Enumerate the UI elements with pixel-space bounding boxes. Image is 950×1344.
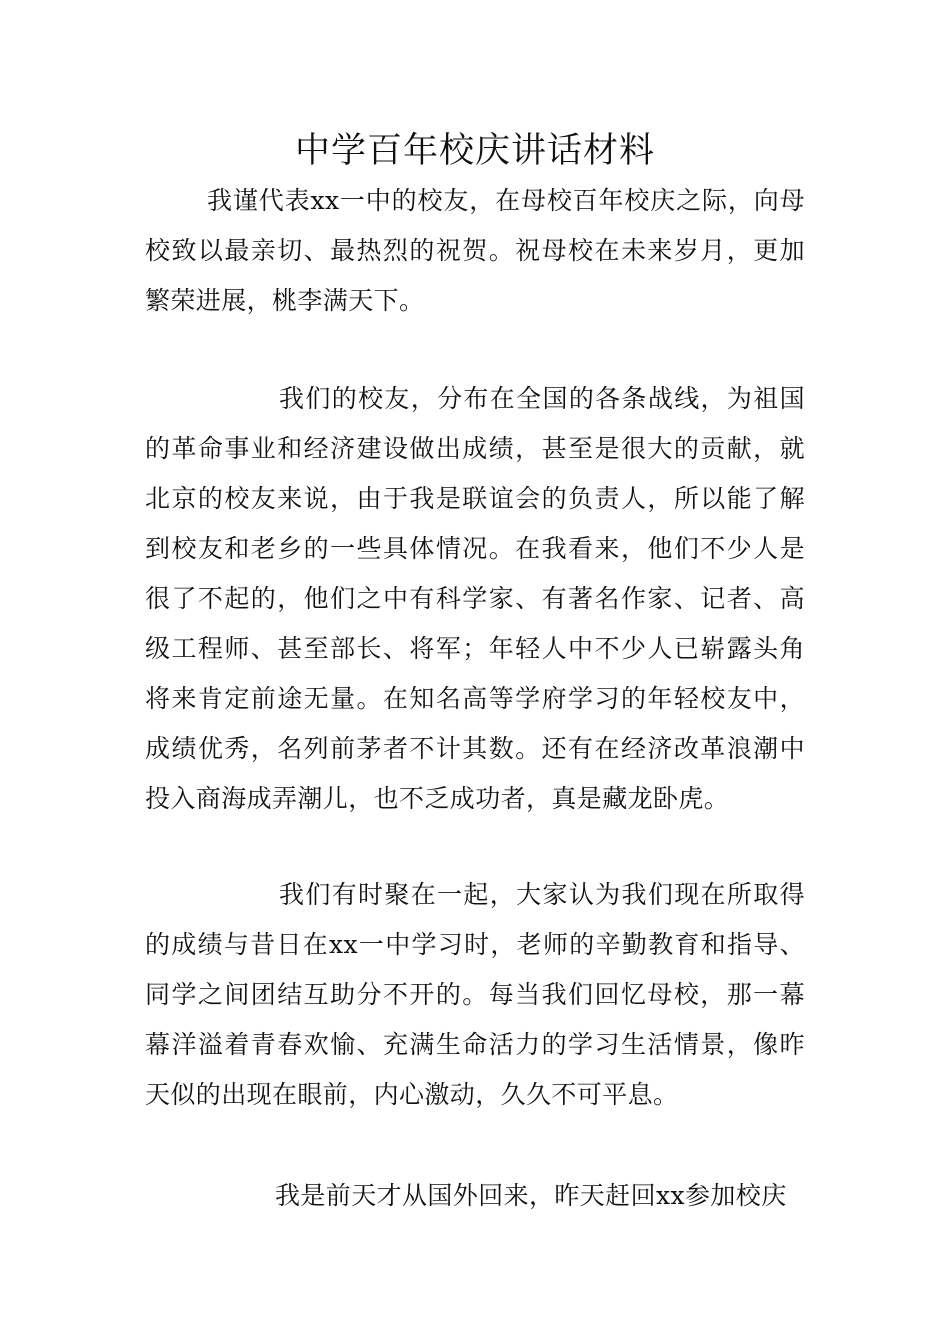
paragraph-gratitude: 我们有时聚在一起，大家认为我们现在所取得的成绩与昔日在xx一中学习时，老师的辛勤教育和指导、同学之间团结互助分不开的。每当我们回忆母校，那一幕幕洋溢着青春欢愉、充满生命活力的学习生活情景，像昨天似的出现在眼前，内心激动，久久不可平息。 xyxy=(145,880,805,1109)
paragraph-alumni-achievements: 我们的校友，分布在全国的各条战线，为祖国的革命事业和经济建设做出成绩，甚至是很大的贡献，就北京的校友来说，由于我是联谊会的负责人，所以能了解到校友和老乡的一些具体情况。在我看来，他们不少人是很了不起的，他们之中有科学家、有著名作家、记者、高级工程师、甚至部长、将军；年轻人中不少人已崭露头角将来肯定前途无量。在知名高等学府学习的年轻校友中，成绩优秀，名列前茅者不计其数。还有在经济改革浪潮中投入商海成弄潮儿，也不乏成功者，真是藏龙卧虎。 xyxy=(145,384,805,813)
document-title: 中学百年校庆讲话材料 xyxy=(294,131,655,171)
paragraph-greeting: 我谨代表xx一中的校友，在母校百年校庆之际，向母校致以最亲切、最热烈的祝贺。祝母校在未来岁月，更加繁荣进展，桃李满天下。 xyxy=(145,186,805,315)
paragraph-return: 我是前天才从国外回来，昨天赶回xx参加校庆 xyxy=(275,1181,787,1210)
